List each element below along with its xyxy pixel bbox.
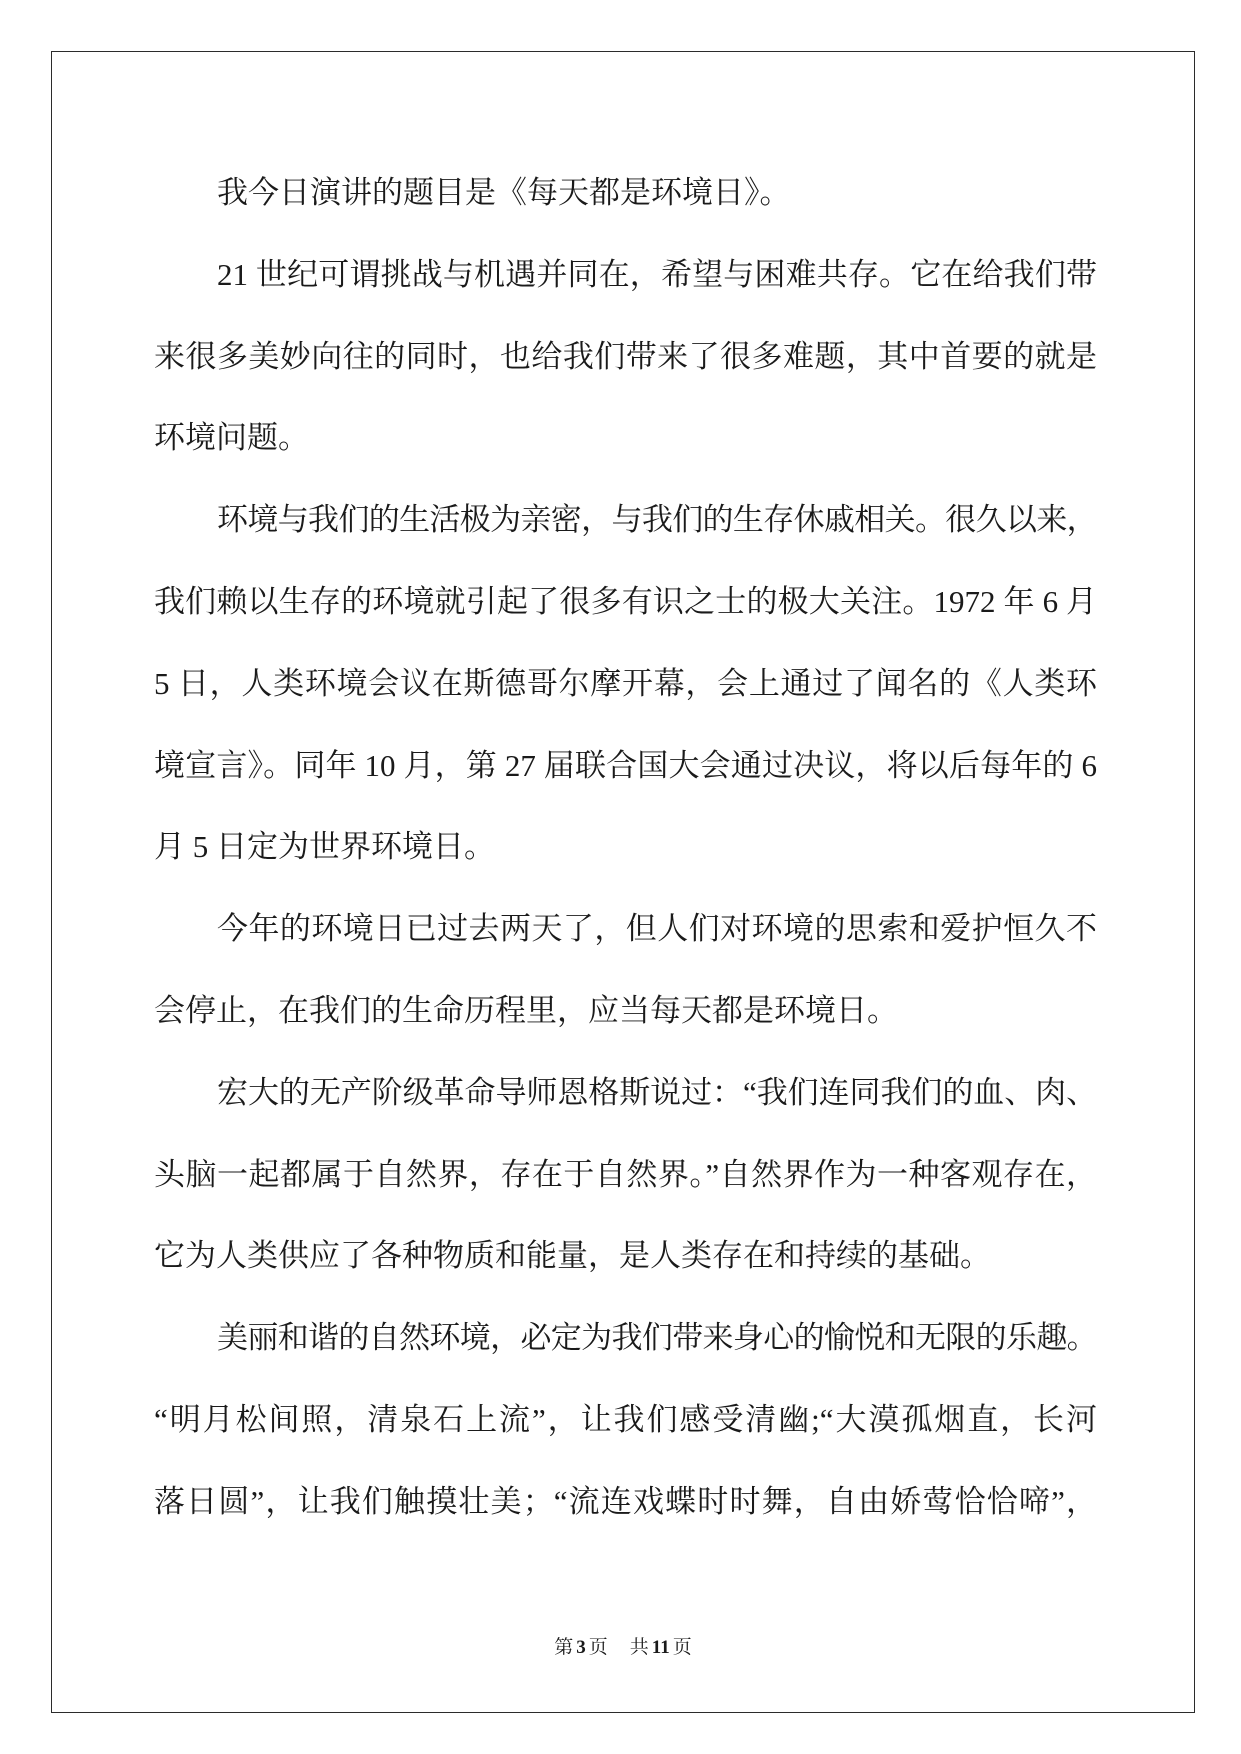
- text-line: 月 5 日定为世界环境日。: [154, 829, 495, 865]
- text-line: 我们赖以生存的环境就引起了很多有识之士的极大关注。1972 年 6 月: [154, 583, 1097, 619]
- text-line: 环境问题。: [154, 420, 309, 456]
- text-line: 来很多美妙向往的同时，也给我们带来了很多难题，其中首要的就是: [154, 338, 1097, 374]
- page-suffix: 页: [588, 1637, 608, 1658]
- total-pages-number: 11: [651, 1637, 670, 1658]
- text-line: 宏大的无产阶级革命导师恩格斯说过：“我们连同我们的血、肉、: [217, 1074, 1097, 1110]
- total-suffix: 页: [672, 1637, 692, 1658]
- text-line: 21 世纪可谓挑战与机遇并同在，希望与困难共存。它在给我们带: [217, 256, 1097, 292]
- paragraph: [154, 1297, 1097, 1542]
- total-prefix: 共: [629, 1637, 649, 1658]
- text-line: 头脑一起都属于自然界，存在于自然界。”自然界作为一种客观存在，: [154, 1156, 1097, 1192]
- text-line: 它为人类供应了各种物质和能量，是人类存在和持续的基础。: [154, 1238, 991, 1274]
- paragraph: [154, 1052, 1097, 1297]
- text-line: 今年的环境日已过去两天了，但人们对环境的思索和爱护恒久不: [217, 911, 1097, 947]
- text-line: 境宣言》。同年 10 月，第 27 届联合国大会通过决议，将以后每年的 6: [154, 747, 1097, 783]
- document-body: [154, 152, 1097, 1543]
- page-footer: [51, 1636, 1195, 1660]
- paragraph: [154, 888, 1097, 1052]
- text-line: 5 日，人类环境会议在斯德哥尔摩开幕，会上通过了闻名的《人类环: [154, 665, 1097, 701]
- text-line: 会停止，在我们的生命历程里，应当每天都是环境日。: [154, 992, 898, 1028]
- text-line: 落日圆”，让我们触摸壮美；“流连戏蝶时时舞，自由娇莺恰恰啼”，: [154, 1483, 1097, 1519]
- text-line: 环境与我们的生活极为亲密，与我们的生存休戚相关。很久以来，: [217, 502, 1097, 538]
- text-line: “明月松间照，清泉石上流”，让我们感受清幽;“大漠孤烟直，长河: [154, 1401, 1097, 1437]
- paragraph: [154, 234, 1097, 479]
- total-pages-label: [630, 1637, 692, 1658]
- text-line: 我今日演讲的题目是《每天都是环境日》。: [217, 175, 791, 210]
- paragraph: [154, 479, 1097, 888]
- page-number: 3: [576, 1637, 586, 1658]
- paragraph: [154, 152, 1097, 234]
- page-number-label: [554, 1637, 608, 1658]
- page-prefix: 第: [554, 1637, 574, 1658]
- text-line: 美丽和谐的自然环境，必定为我们带来身心的愉悦和无限的乐趣。: [217, 1320, 1097, 1356]
